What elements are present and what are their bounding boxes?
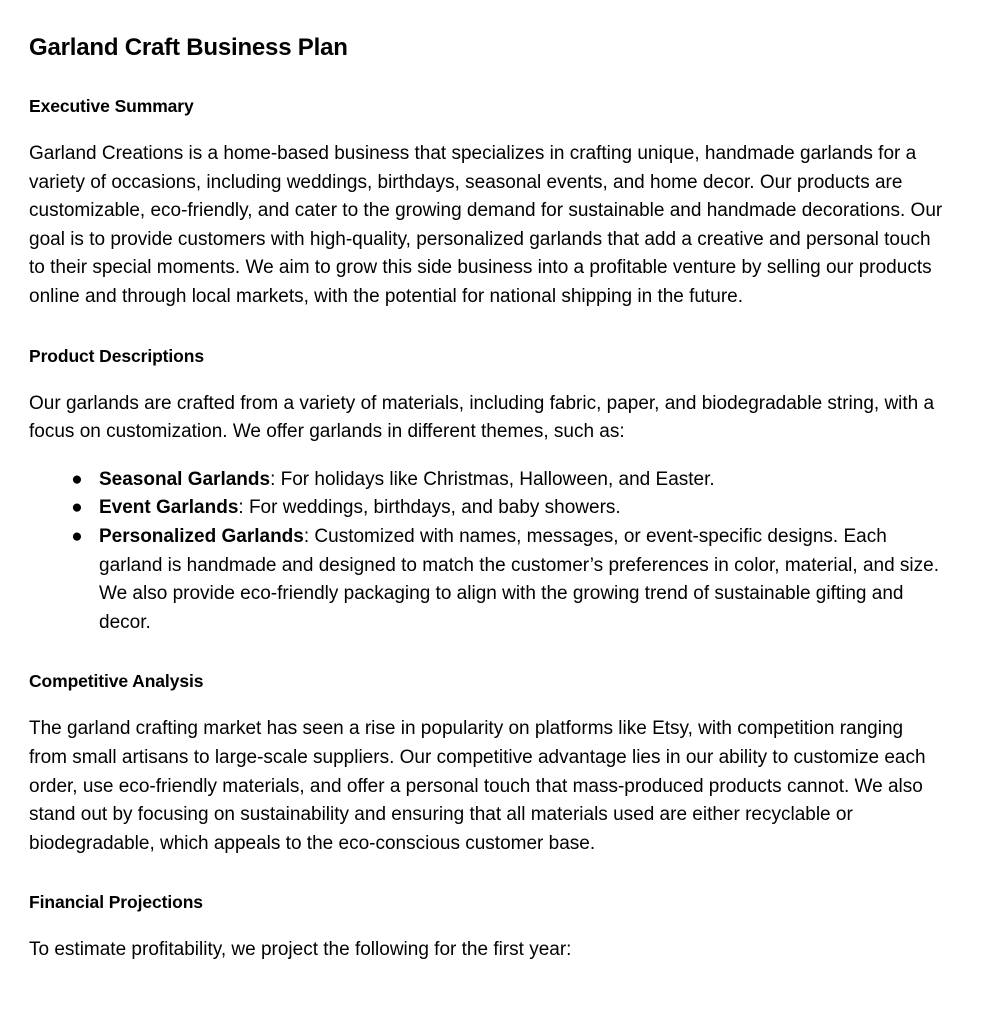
- list-item-label: Event Garlands: [99, 497, 239, 519]
- list-item-text: : For weddings, birthdays, and baby showers.: [238, 497, 621, 519]
- list-item-text: : Customized with names, messages, or event-specific designs. Each garland is handmade and designed to match the customer’s preferences in color, material, and size. We also provide eco-friendly packaging to align with the growing trend of sustainable gifting and decor.: [99, 525, 939, 633]
- section-heading-competitive-analysis: Competitive Analysis: [29, 671, 204, 692]
- paragraph-competitive-analysis: The garland crafting market has seen a rise in popularity on platforms like Etsy, with competition ranging from small artisans to large-scale suppliers. Our competitive advantage lies in our ability to customize each order, use eco-friendly materials, and offer a personal touch that mass-produced products cannot. We also stand out by focusing on sustainability and ensuring that all materials used are either recyclable or biodegradable, which appeals to the eco-conscious customer base.: [29, 718, 926, 854]
- bullet-point-icon: ●: [71, 525, 83, 547]
- list-item: [29, 494, 945, 523]
- page-title: Garland Craft Business Plan: [29, 34, 348, 61]
- list-item: [29, 523, 945, 637]
- paragraph-executive-summary: Garland Creations is a home-based business that specializes in crafting unique, handmade garlands for a variety of occasions, including weddings, birthdays, seasonal events, and home decor. Our products are customizable, eco-friendly, and cater to the growing demand for sustainable and handmade decorations. Our goal is to provide customers with high-quality, personalized garlands that add a creative and personal touch to their special moments. We aim to grow this side business into a profitable venture by selling our products online and through local markets, with the potential for national shipping in the future.: [29, 143, 943, 307]
- section-heading-executive-summary: Executive Summary: [29, 96, 194, 116]
- paragraph-product-descriptions: Our garlands are crafted from a variety of materials, including fabric, paper, and biodegradable string, with a focus on customization. We offer garlands in different themes, such as:: [29, 392, 935, 443]
- list-item: [29, 466, 945, 495]
- list-item-label: Personalized Garlands: [99, 525, 304, 547]
- paragraph-financial-projections: To estimate profitability, we project the following for the first year:: [29, 939, 572, 961]
- bullet-point-icon: ●: [71, 497, 83, 519]
- section-heading-product-descriptions: Product Descriptions: [29, 345, 204, 366]
- section-heading-financial-projections: Financial Projections: [29, 892, 203, 913]
- list-item-label: Seasonal Garlands: [99, 468, 271, 490]
- bullet-point-icon: ●: [71, 468, 83, 490]
- list-item-text: : For holidays like Christmas, Halloween, and Easter.: [270, 468, 715, 490]
- product-theme-list: [29, 447, 945, 638]
